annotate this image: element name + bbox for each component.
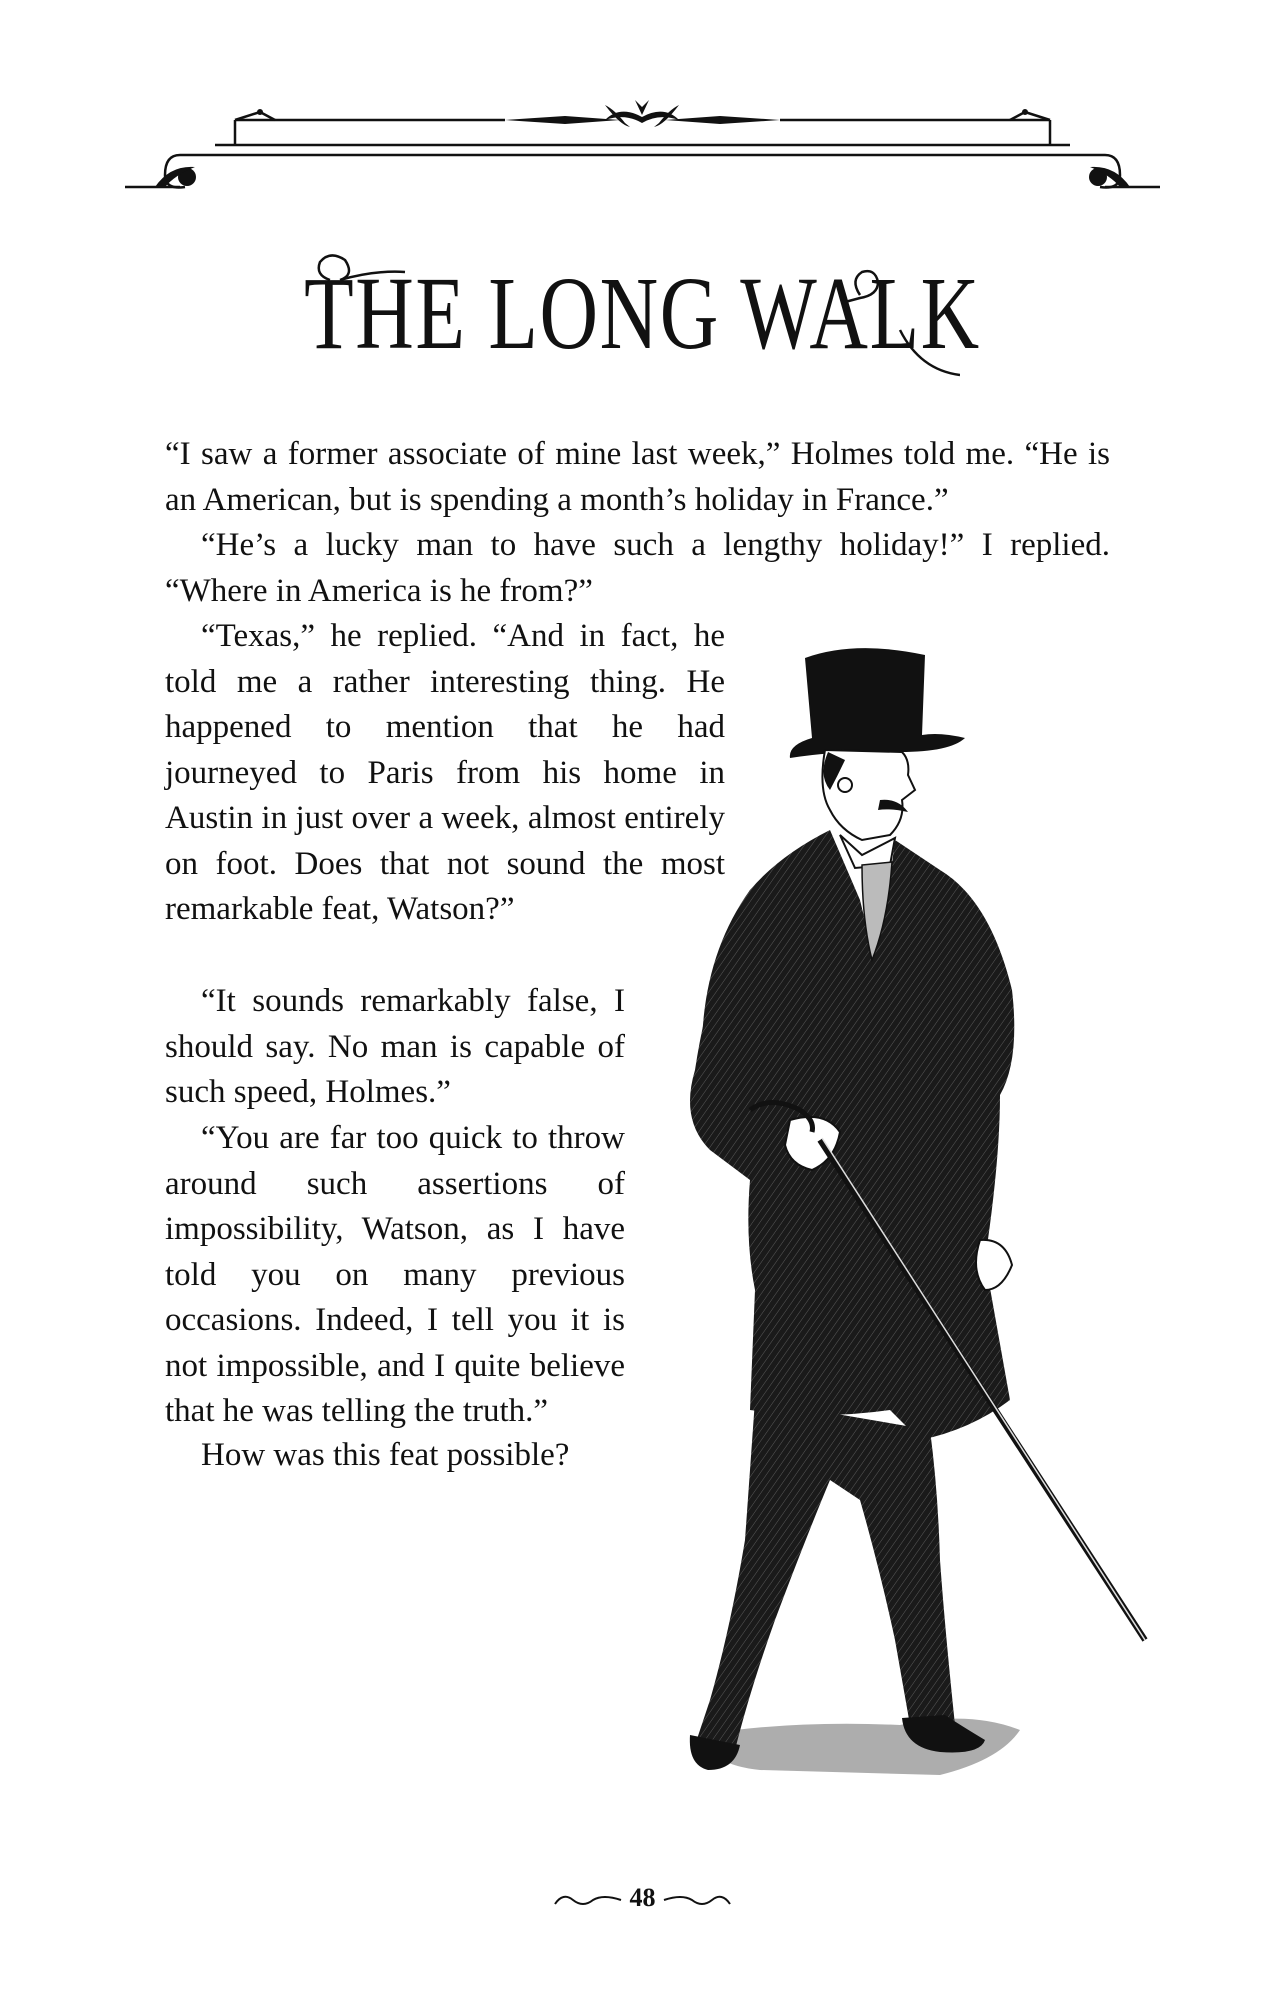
paragraph-6: How was this feat possible? xyxy=(201,1437,570,1473)
paragraph-2: “He’s a lucky man to have such a lengthy holiday!” I replied. “Where in America is he from?” xyxy=(165,527,1110,609)
paragraph-4: “It sounds remarkably false, I should say. No man is capable of such speed, Holmes.” xyxy=(165,983,625,1110)
top-hat-icon xyxy=(790,648,965,758)
paragraph-3: “Texas,” he replied. “And in fact, he told me a rather interesting thing. He happened to mention that he had journeyed to Paris from his home in Austin in just over a week, almost entirely on foot. Does that not sound the most remarkable feat, Watson?” xyxy=(165,618,725,927)
page-footer xyxy=(0,1883,1285,1913)
trousers xyxy=(695,1400,955,1750)
left-swash-icon xyxy=(553,1890,623,1910)
header-ornament xyxy=(125,95,1160,205)
paragraph-5: “You are far too quick to throw around such assertions of impossibility, Watson, as I have told you on many previous occasions. Indeed, I tell you it is not impossible, and I quite believe that he was telling the truth.” xyxy=(165,1120,625,1429)
page-title: THE LONG WALK xyxy=(304,256,981,371)
gentleman-illustration xyxy=(640,640,1180,1860)
right-swash-icon xyxy=(662,1890,732,1910)
page-number: 48 xyxy=(629,1883,656,1912)
paragraph-1: “I saw a former associate of mine last week,” Holmes told me. “He is an American, but is spending a month’s holiday in France.” xyxy=(165,436,1110,518)
